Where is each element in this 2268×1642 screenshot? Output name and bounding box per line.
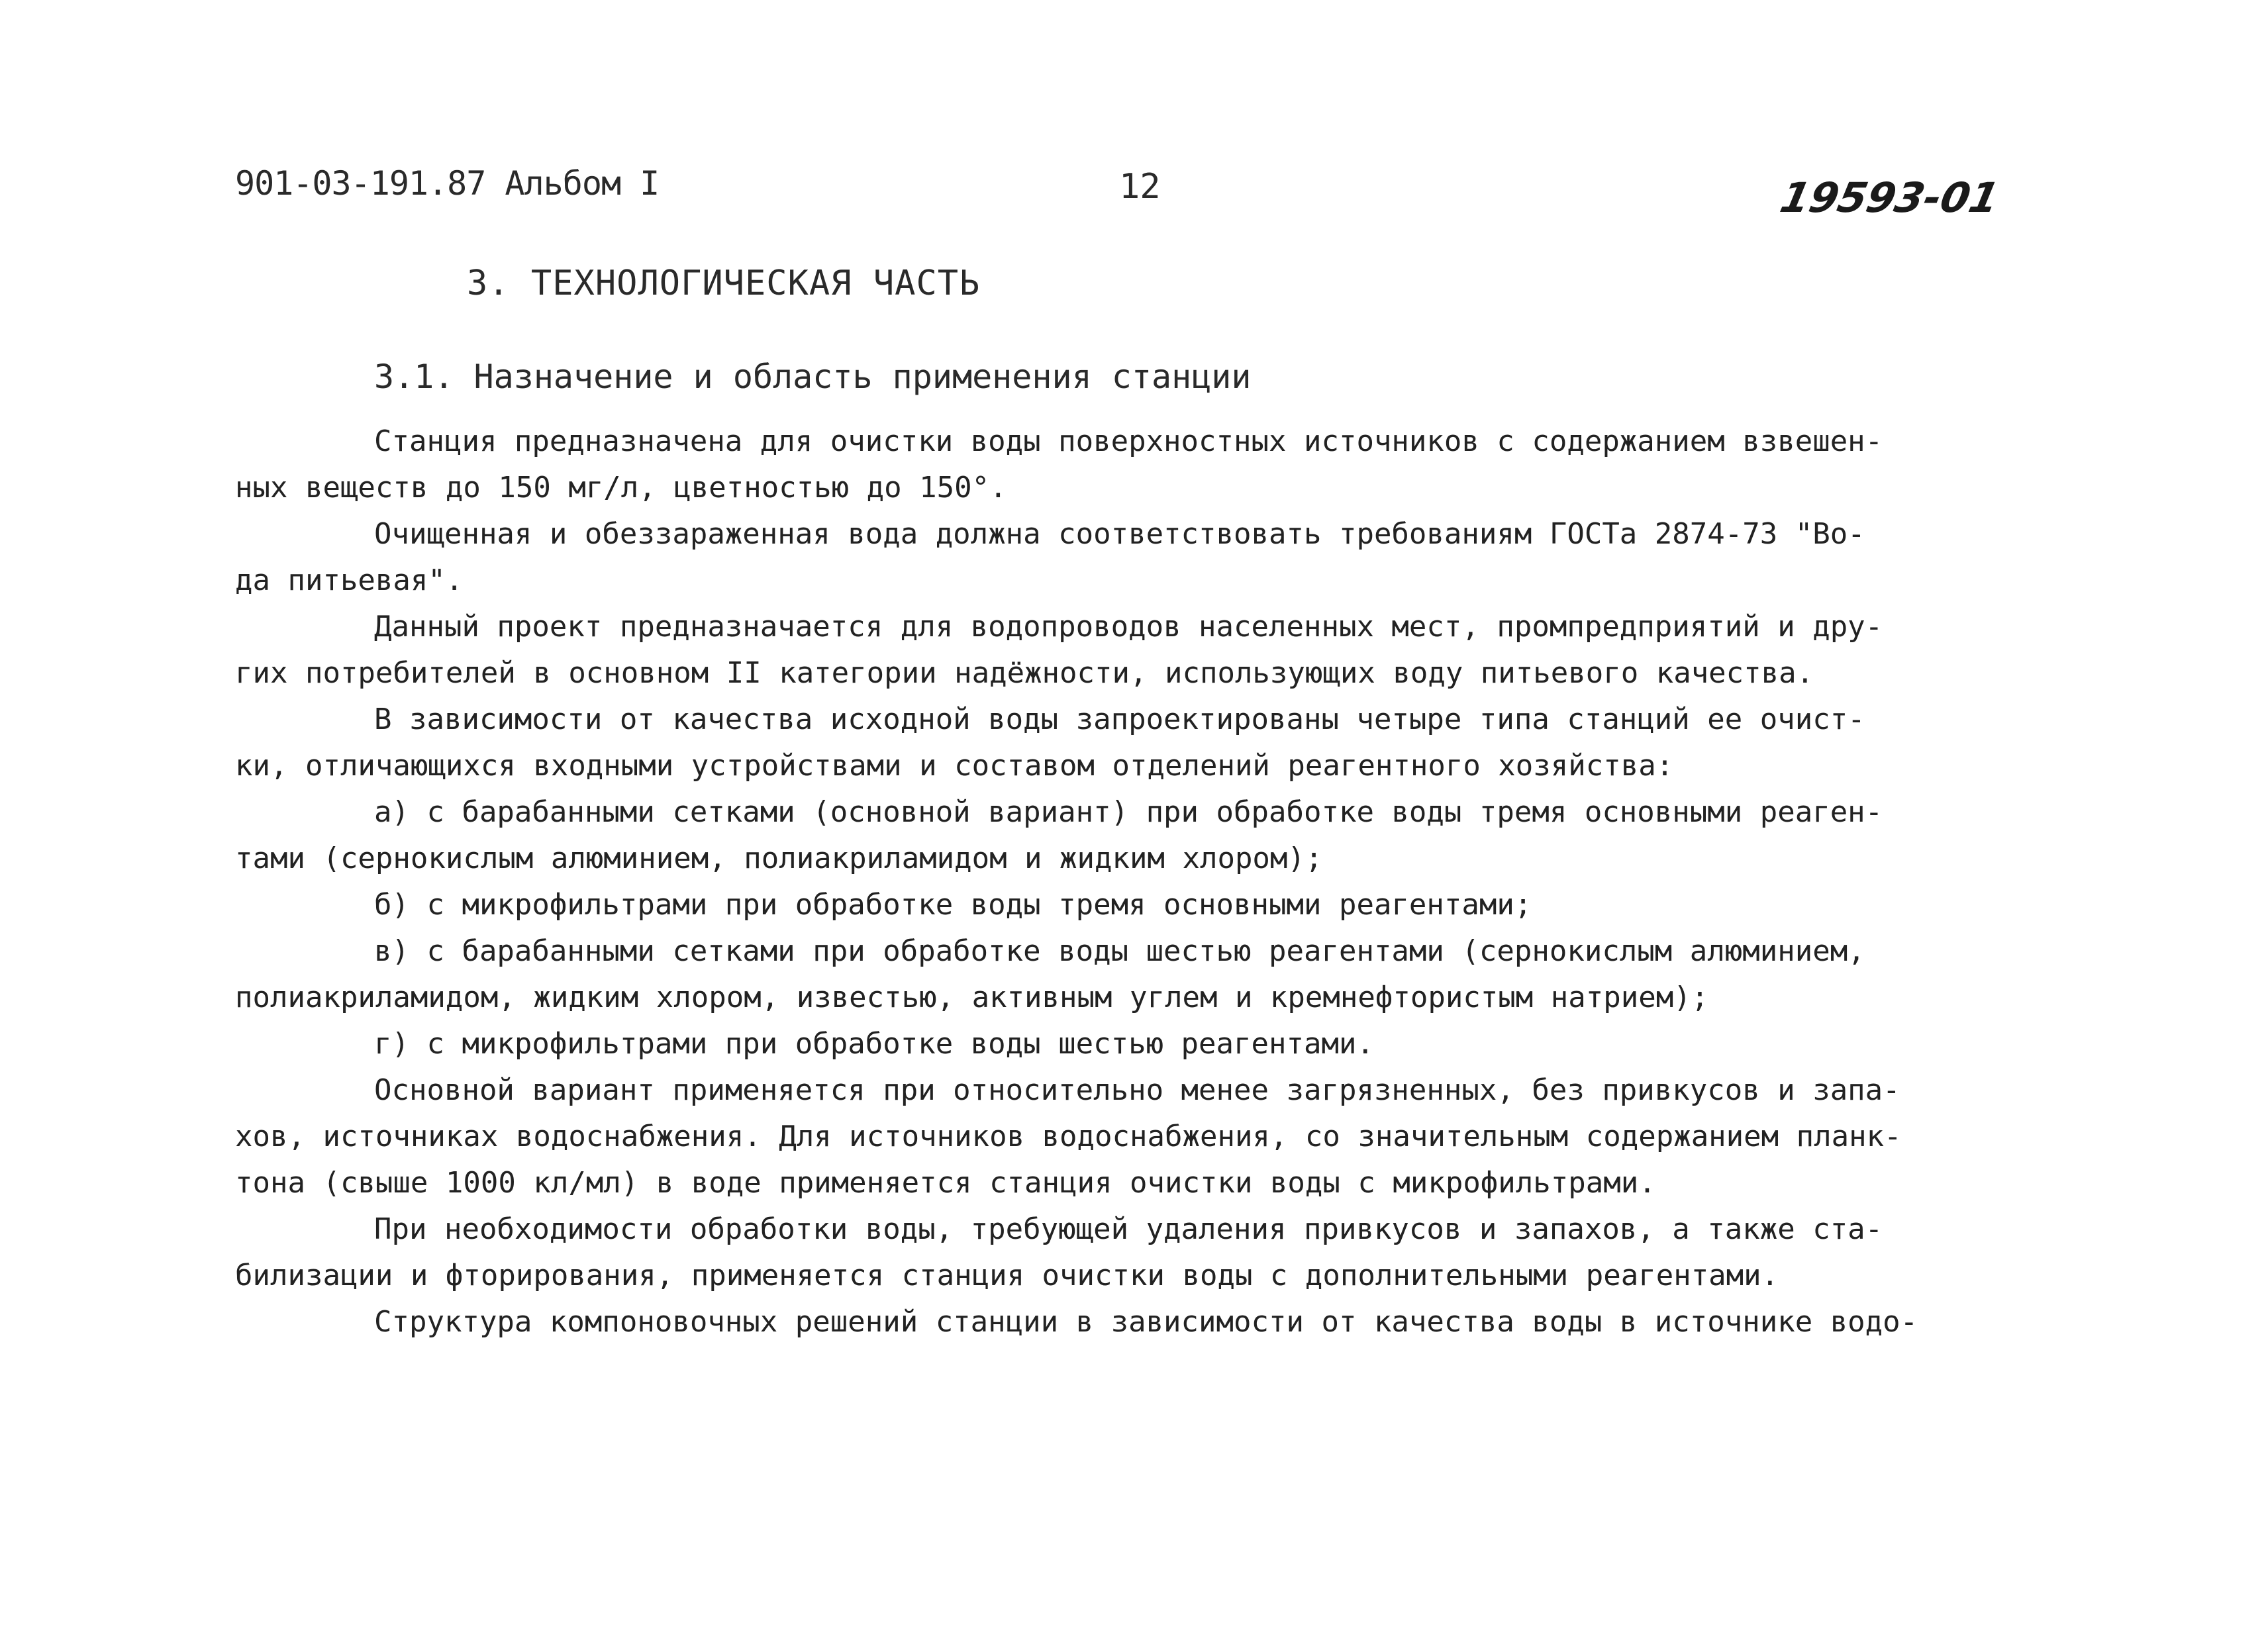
list-item-b: б) с микрофильтрами при обработке воды тремя основными реагентами;	[374, 888, 1532, 922]
body-line: полиакриламидом, жидким хлором, известью, активным углем и кремнефтористым натрием);	[235, 981, 1709, 1014]
body-line: Структура компоновочных решений станции в зависимости от качества воды в источнике водо-	[374, 1305, 1918, 1339]
handwritten-inventory-code: 19593-01	[1776, 173, 2004, 222]
list-item-v: в) с барабанными сетками при обработке воды шестью реагентами (сернокислым алюминием,	[374, 934, 1865, 968]
body-line: Очищенная и обеззараженная вода должна соответствовать требованиям ГОСТа 2874-73 "Во-	[374, 517, 1865, 551]
list-item-a: а) с барабанными сетками (основной вариант) при обработке воды тремя основными реаген-	[374, 795, 1883, 829]
section-title: 3. ТЕХНОЛОГИЧЕСКАЯ ЧАСТЬ	[467, 264, 981, 303]
body-line: билизации и фторирования, применяется станция очистки воды с дополнительными реагентами.	[235, 1259, 1779, 1292]
body-line: хов, источниках водоснабжения. Для источников водоснабжения, со значительным содержанием планк-	[235, 1120, 1902, 1153]
body-line: Основной вариант применяется при относительно менее загрязненных, без привкусов и запа-	[374, 1073, 1900, 1107]
document-code: 901-03-191.87 Альбом I	[235, 164, 660, 203]
body-line: Станция предназначена для очистки воды поверхностных источников с содержанием взвешен-	[374, 424, 1883, 458]
body-line: ки, отличающихся входными устройствами и составом отделений реагентного хозяйства:	[235, 749, 1674, 783]
body-line: гих потребителей в основном II категории надёжности, использующих воду питьевого качества.	[235, 656, 1814, 690]
list-item-g: г) с микрофильтрами при обработке воды шестью реагентами.	[374, 1027, 1374, 1061]
body-line: тона (свыше 1000 кл/мл) в воде применяется станция очистки воды с микрофильтрами.	[235, 1166, 1656, 1200]
body-line: Данный проект предназначается для водопроводов населенных мест, промпредприятий и дру-	[374, 610, 1883, 644]
body-line: тами (сернокислым алюминием, полиакриламидом и жидким хлором);	[235, 842, 1323, 875]
body-line: да питьевая".	[235, 563, 464, 597]
body-line: В зависимости от качества исходной воды запроектированы четыре типа станций ее очист-	[374, 702, 1865, 736]
body-line: ных веществ до 150 мг/л, цветностью до 150°.	[235, 471, 1007, 505]
body-text	[235, 418, 2023, 1345]
body-line: При необходимости обработки воды, требующей удаления привкусов и запахов, а также ста-	[374, 1212, 1883, 1246]
page-number: 12	[1119, 167, 1161, 207]
subsection-title: 3.1. Назначение и область применения станции	[374, 358, 1252, 396]
